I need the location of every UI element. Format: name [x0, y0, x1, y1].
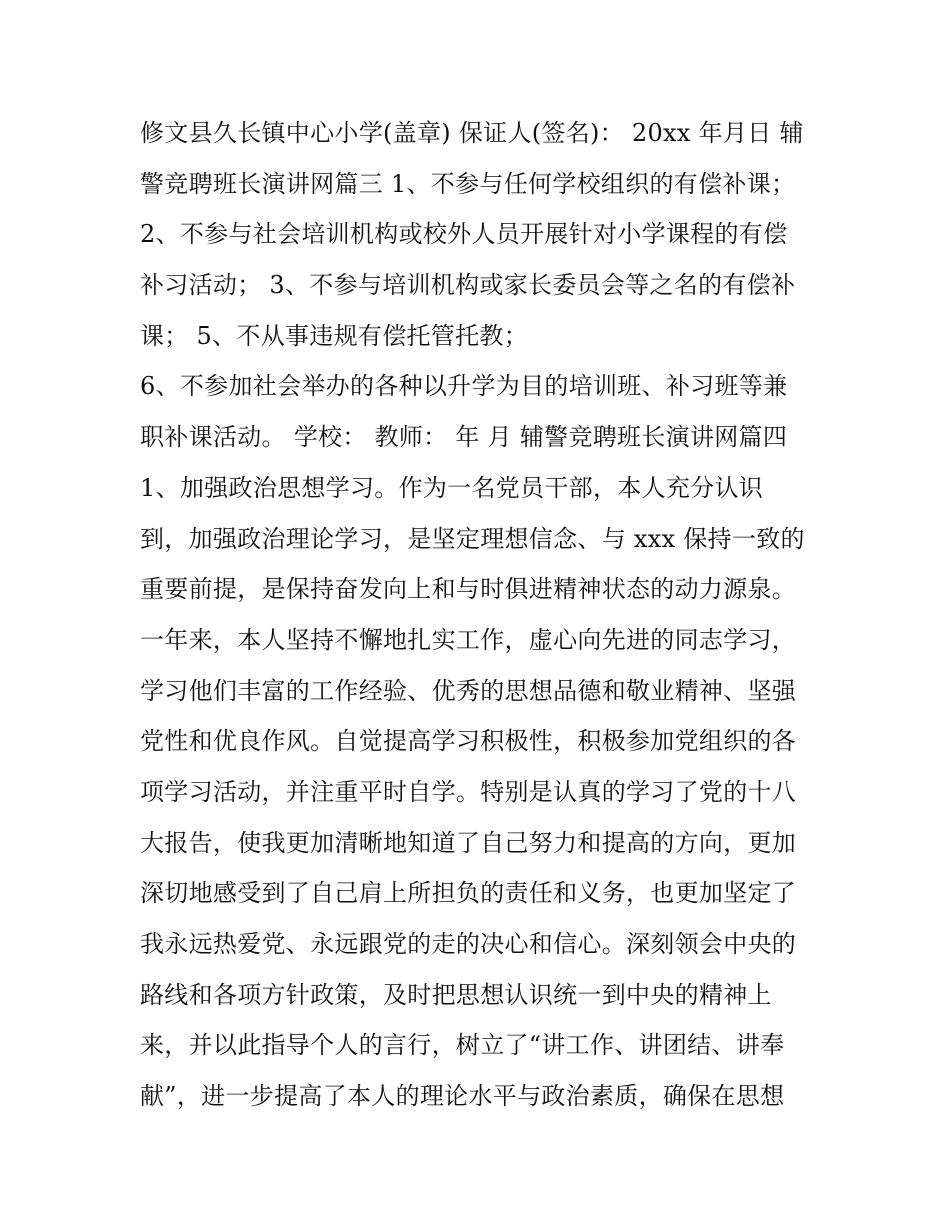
text-line: 职补课活动。 学校： 教师： 年 月 辅警竞聘班长演讲网篇四 [140, 423, 788, 452]
text-line: 补习活动； 3、不参与培训机构或家长委员会等之名的有偿补 [140, 271, 796, 300]
text-line: 我永远热爱党、永远跟党的走的决心和信心。深刻领会中央的 [140, 930, 797, 958]
text-line: 警竞聘班长演讲网篇三 1、不参与任何学校组织的有偿补课； [140, 169, 796, 198]
text-line: 1、加强政治思想学习。作为一名党员干部，本人充分认识 [140, 473, 764, 502]
text-line: 项学习活动，并注重平时自学。特别是认真的学习了党的十八 [140, 777, 797, 806]
text-line: 大报告，使我更加清晰地知道了自己努力和提高的方向，更加 [140, 828, 797, 857]
text-line: 2、不参与社会培训机构或校外人员开展针对小学课程的有偿 [140, 220, 788, 249]
text-line: 学习他们丰富的工作经验、优秀的思想品德和敬业精神、坚强 [140, 676, 797, 705]
text-line: 一年来，本人坚持不懈地扎实工作，虚心向先进的同志学习， [140, 625, 797, 654]
text-line: 路线和各项方针政策，及时把思想认识统一到中央的精神上 [140, 980, 772, 1009]
text-line: 课； 5、不从事违规有偿托管托教； [140, 321, 528, 350]
text-line: 来，并以此指导个人的言行，树立了“讲工作、讲团结、讲奉 [140, 1031, 785, 1060]
text-line: 重要前提，是保持奋发向上和与时俱进精神状态的动力源泉。 [140, 575, 797, 604]
text-line: 6、不参加社会举办的各种以升学为目的培训班、补习班等兼 [140, 372, 788, 401]
text-line: 深切地感受到了自己肩上所担负的责任和义务，也更加坚定了 [140, 879, 797, 908]
text-line: 到，加强政治理论学习，是坚定理想信念、与 xxx 保持一致的 [140, 524, 805, 553]
text-line: 党性和优良作风。自觉提高学习积极性，积极参加党组织的各 [140, 727, 797, 756]
text-line: 修文县久长镇中心小学(盖章) 保证人(签名)： 20xx 年月日 辅 [140, 119, 804, 147]
text-line: 献”，进一步提高了本人的理论水平与政治素质，确保在思想 [140, 1082, 785, 1111]
body-text [140, 108, 830, 1122]
